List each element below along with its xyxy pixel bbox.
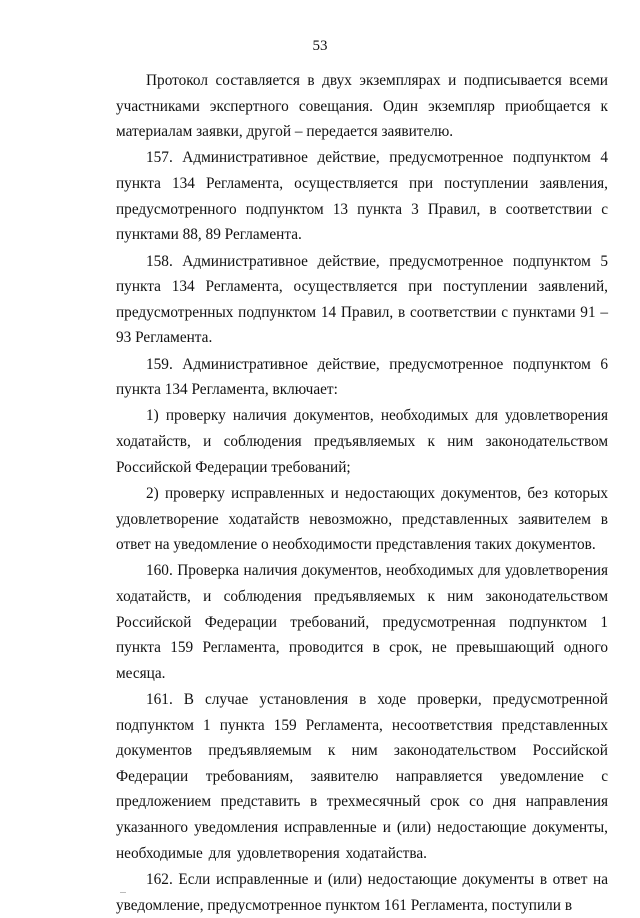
paragraph-158: 158. Административное действие, предусмотренное подпунктом 5 пункта 134 Регламента, осуществляется при поступлении заявлений, предусмотренных подпунктом 14 Правил, в соответствии с пунктами 91 – 93 Регламента. <box>116 252 608 347</box>
paragraph-157: 157. Административное действие, предусмотренное подпунктом 4 пункта 134 Регламента, осуществляется при поступлении заявления, предусмотренного подпунктом 13 пункта 3 Правил, в соответствии с пунктами 88, 89 Регламента. <box>116 149 608 244</box>
body-text <box>116 68 608 918</box>
paragraph-159-item-1: 1) проверку наличия документов, необходимых для удовлетворения ходатайств, и соблюдения предъявляемых к ним законодательством Российской Федерации требований; <box>116 407 608 476</box>
paragraph-161: 161. В случае установления в ходе проверки, предусмотренной подпунктом 1 пункта 159 Регламента, несоответствия представленных документов предъявляемым к ним законодательством Российской Федерации требованиям, заявителю направляется уведомление с предложением представить в трехмесячный срок со дня направления указанного уведомления исправленные и (или) недостающие документы, необходимые для удовлетворения ходатайства. <box>116 691 608 862</box>
scan-mark <box>120 892 126 893</box>
paragraph-162: 162. Если исправленные и (или) недостающие документы в ответ на уведомление, предусмотренное пунктом 161 Регламента, поступили в <box>116 870 608 914</box>
paragraph-protocol: Протокол составляется в двух экземплярах и подписывается всеми участниками экспертного совещания. Один экземпляр приобщается к материалам заявки, другой – передается заявителю. <box>116 72 608 141</box>
paragraph-160: 160. Проверка наличия документов, необходимых для удовлетворения ходатайств, и соблюдения предъявляемых к ним законодательством Российской Федерации требований, предусмотренная подпунктом 1 пункта 159 Регламента, проводится в срок, не превышающий одного месяца. <box>116 562 608 682</box>
page-number: 53 <box>312 38 328 54</box>
paragraph-159: 159. Административное действие, предусмотренное подпунктом 6 пункта 134 Регламента, включает: <box>116 355 608 399</box>
paragraph-159-item-2: 2) проверку исправленных и недостающих документов, без которых удовлетворение ходатайств невозможно, представленных заявителем в ответ на уведомление о необходимости представления таких документов. <box>116 484 608 554</box>
